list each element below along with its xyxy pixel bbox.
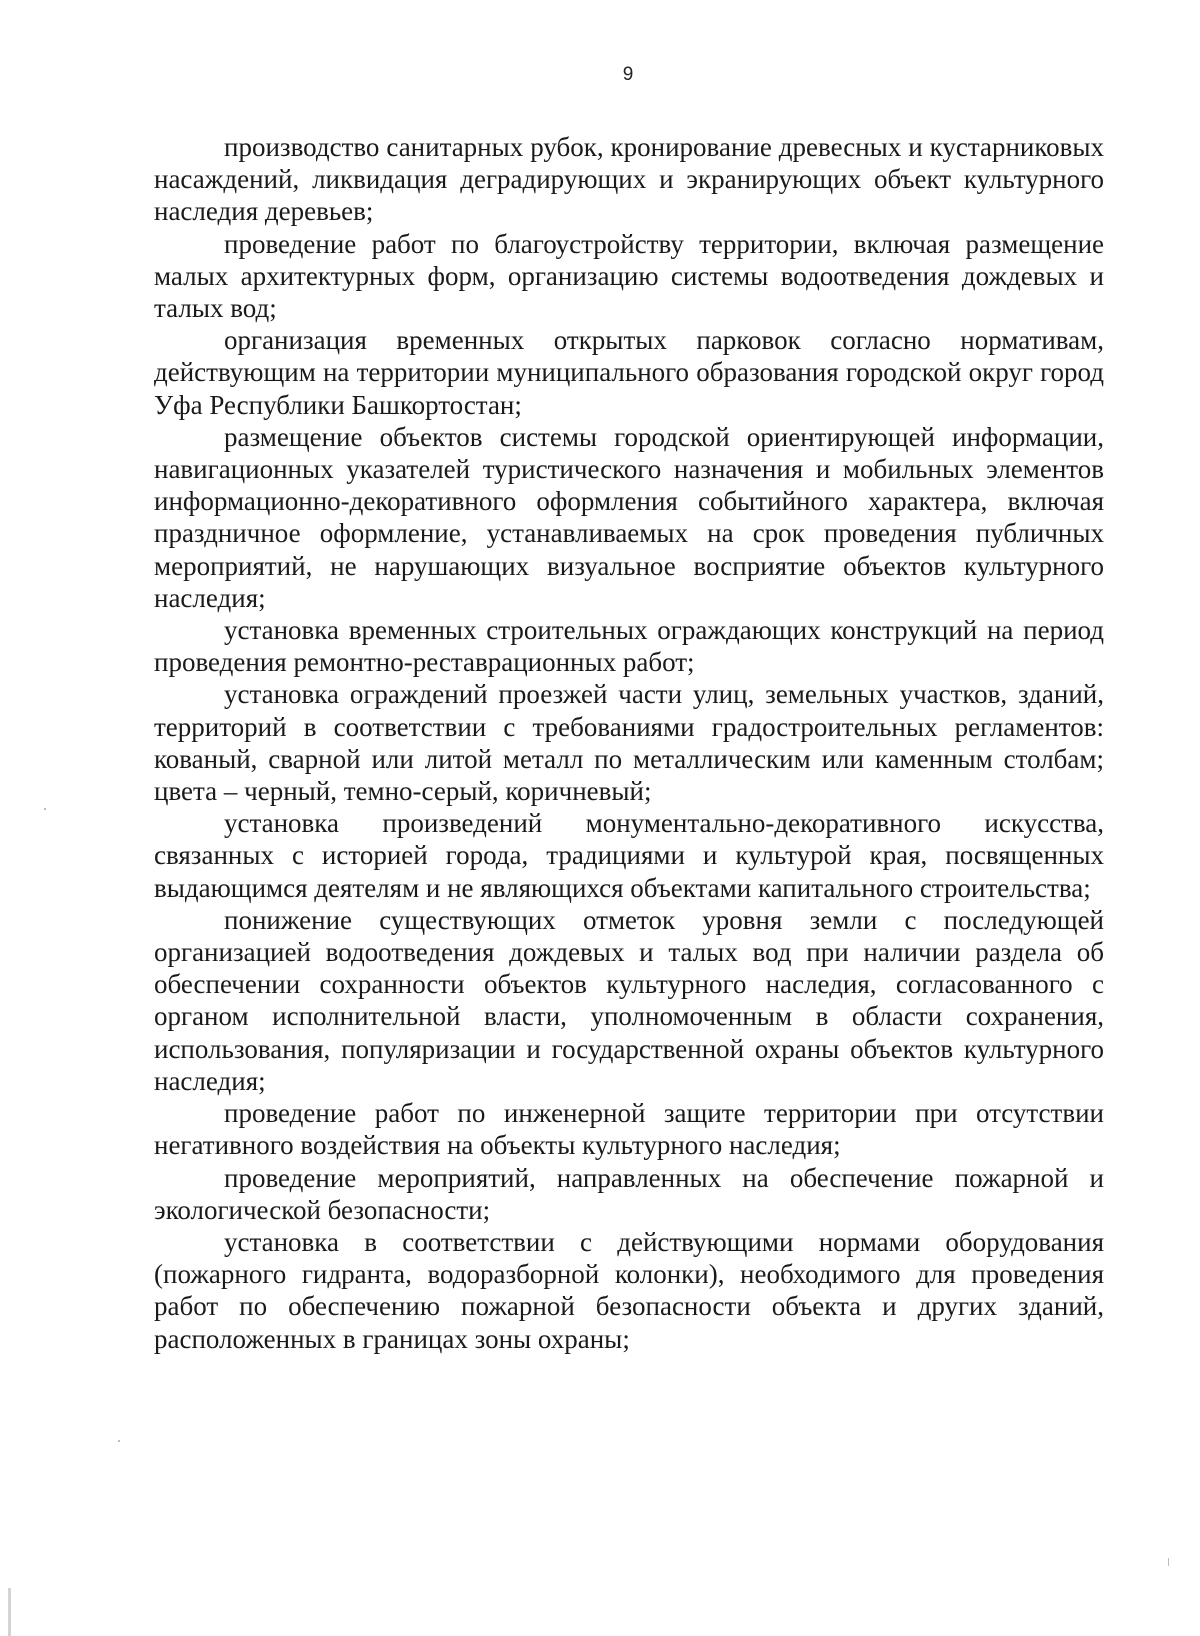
paragraph: проведение мероприятий, направленных на обеспечение пожарной и экологической безопасности; [154, 1162, 1104, 1225]
paragraph: производство санитарных рубок, кронирование древесных и кустарниковых насаждений, ликвидация деградирующих и экранирующих объект культурного наследия деревьев; [154, 132, 1104, 227]
paragraph: проведение работ по благоустройству территории, включая размещение малых архитектурных форм, организацию системы водоотведения дождевых и талых вод; [154, 228, 1104, 324]
scan-speck [44, 808, 46, 810]
paragraph: установка ограждений проезжей части улиц, земельных участков, зданий, территорий в соответствии с требованиями градостроительных регламентов: кованый, сварной или литой металл по металлическим или каменным столбам; цвета – черный, темно-серый, коричневый; [154, 679, 1104, 807]
scan-speck [1168, 1558, 1169, 1566]
paragraph: установка произведений монументально-декоративного искусства, связанных с историей города, традициями и культурой края, посвященных выдающимся деятелям и не являющихся объектами капитального строительства; [154, 808, 1104, 903]
paragraph: установка в соответствии с действующими нормами оборудования (пожарного гидранта, водоразборной колонки), необходимого для проведения работ по обеспечению пожарной безопасности объекта и других зданий, расположенных в границах зоны охраны; [154, 1226, 1104, 1354]
scan-speck [118, 1440, 120, 1442]
scan-edge-shadow [8, 1588, 11, 1636]
paragraph: проведение работ по инженерной защите территории при отсутствии негативного воздействия на объекты культурного наследия; [154, 1098, 1104, 1161]
paragraph: понижение существующих отметок уровня земли с последующей организацией водоотведения дождевых и талых вод при наличии раздела об обеспечении сохранности объектов культурного наследия, согласованного с органом исполнительной власти, уполномоченным в области сохранения, использования, популяризации и государственной охраны объектов культурного наследия; [154, 904, 1104, 1096]
page-number: 9 [622, 64, 634, 85]
paragraph: размещение объектов системы городской ориентирующей информации, навигационных указателей туристического назначения и мобильных элементов информационно-декоративного оформления событийного характера, включая праздничное оформление, устанавливаемых на срок проведения публичных мероприятий, не нарушающих визуальное восприятие объектов культурного наследия; [154, 421, 1104, 613]
document-body [154, 131, 1104, 1355]
paragraph: установка временных строительных ограждающих конструкций на период проведения ремонтно-реставрационных работ; [154, 615, 1104, 678]
paragraph: организация временных открытых парковок согласно нормативам, действующим на территории муниципального образования городской округ город Уфа Республики Башкортостан; [154, 325, 1104, 420]
